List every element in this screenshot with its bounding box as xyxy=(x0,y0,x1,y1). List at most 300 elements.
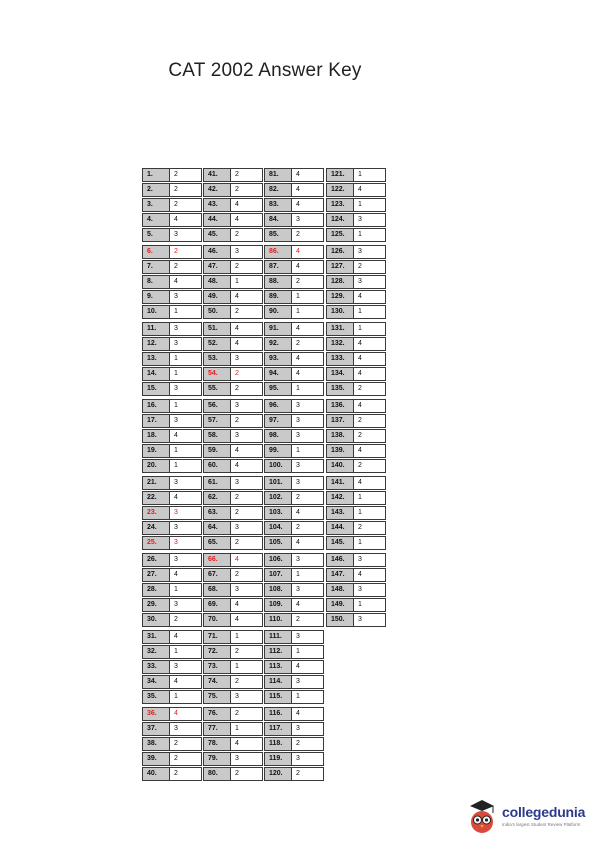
answer-value: 3 xyxy=(169,506,202,520)
answer-value: 1 xyxy=(353,536,386,550)
answer-row xyxy=(142,675,203,689)
answer-value: 2 xyxy=(230,491,263,505)
question-number: 126. xyxy=(326,245,354,259)
answer-row xyxy=(142,660,203,674)
question-number: 10. xyxy=(142,305,170,319)
question-number: 145. xyxy=(326,536,354,550)
answer-row xyxy=(264,690,325,704)
answer-value: 4 xyxy=(230,290,263,304)
answer-value: 4 xyxy=(169,568,202,582)
answer-value: 2 xyxy=(230,228,263,242)
answer-row xyxy=(203,337,264,351)
answer-row xyxy=(326,367,387,381)
answer-value: 4 xyxy=(291,707,324,721)
answer-row xyxy=(203,568,264,582)
answer-row xyxy=(264,675,325,689)
answer-row xyxy=(326,613,387,627)
answer-row xyxy=(326,260,387,274)
answer-row xyxy=(142,645,203,659)
question-number: 63. xyxy=(203,506,231,520)
answer-row xyxy=(264,429,325,443)
answer-row xyxy=(264,260,325,274)
answer-value: 2 xyxy=(291,491,324,505)
answer-value: 1 xyxy=(169,399,202,413)
answer-value: 3 xyxy=(291,476,324,490)
answer-row xyxy=(203,382,264,396)
answer-row xyxy=(264,660,325,674)
answer-value: 2 xyxy=(230,367,263,381)
answer-row xyxy=(203,352,264,366)
answer-value: 3 xyxy=(353,583,386,597)
question-number: 86. xyxy=(264,245,292,259)
answer-row xyxy=(203,553,264,567)
answer-row xyxy=(142,722,203,736)
answer-value: 2 xyxy=(169,183,202,197)
answer-value: 2 xyxy=(169,767,202,781)
question-number: 119. xyxy=(264,752,292,766)
answer-row xyxy=(203,168,264,182)
answer-row xyxy=(203,290,264,304)
answer-value: 4 xyxy=(230,322,263,336)
question-number: 70. xyxy=(203,613,231,627)
answer-value: 1 xyxy=(291,645,324,659)
question-number: 78. xyxy=(203,737,231,751)
question-number: 129. xyxy=(326,290,354,304)
question-number: 107. xyxy=(264,568,292,582)
answer-row xyxy=(326,183,387,197)
answer-row xyxy=(326,322,387,336)
answer-row xyxy=(203,645,264,659)
answer-row xyxy=(326,598,387,612)
question-number: 108. xyxy=(264,583,292,597)
answer-value: 3 xyxy=(230,583,263,597)
question-number: 88. xyxy=(264,275,292,289)
question-number: 90. xyxy=(264,305,292,319)
answer-value: 3 xyxy=(291,675,324,689)
answer-row xyxy=(203,536,264,550)
question-number: 35. xyxy=(142,690,170,704)
question-number: 133. xyxy=(326,352,354,366)
answer-value: 1 xyxy=(353,322,386,336)
question-number: 77. xyxy=(203,722,231,736)
question-number: 39. xyxy=(142,752,170,766)
question-number: 37. xyxy=(142,722,170,736)
answer-value: 4 xyxy=(291,506,324,520)
answer-row xyxy=(264,352,325,366)
answer-row xyxy=(264,645,325,659)
answer-value: 1 xyxy=(169,645,202,659)
answer-value: 4 xyxy=(353,290,386,304)
answer-value: 2 xyxy=(353,521,386,535)
question-number: 28. xyxy=(142,583,170,597)
answer-value: 2 xyxy=(291,275,324,289)
answer-value: 4 xyxy=(230,598,263,612)
answer-value: 4 xyxy=(169,491,202,505)
answer-row xyxy=(264,737,325,751)
answer-value: 2 xyxy=(291,521,324,535)
question-number: 138. xyxy=(326,429,354,443)
answer-value: 4 xyxy=(291,183,324,197)
answer-row xyxy=(203,767,264,781)
answer-value: 1 xyxy=(169,459,202,473)
answer-row xyxy=(203,675,264,689)
question-number: 95. xyxy=(264,382,292,396)
question-number: 49. xyxy=(203,290,231,304)
question-number: 31. xyxy=(142,630,170,644)
answer-value: 3 xyxy=(230,752,263,766)
question-number: 57. xyxy=(203,414,231,428)
question-number: 140. xyxy=(326,459,354,473)
answer-value: 2 xyxy=(169,198,202,212)
answer-row xyxy=(264,568,325,582)
answer-value: 3 xyxy=(291,553,324,567)
answer-row xyxy=(203,737,264,751)
answer-value: 4 xyxy=(353,444,386,458)
question-number: 75. xyxy=(203,690,231,704)
answer-row xyxy=(264,275,325,289)
answer-row xyxy=(326,382,387,396)
question-number: 143. xyxy=(326,506,354,520)
question-number: 25. xyxy=(142,536,170,550)
answer-value: 2 xyxy=(353,429,386,443)
question-number: 15. xyxy=(142,382,170,396)
answer-row xyxy=(264,228,325,242)
answer-row xyxy=(264,459,325,473)
question-number: 50. xyxy=(203,305,231,319)
answer-value: 4 xyxy=(353,337,386,351)
answer-row xyxy=(326,337,387,351)
graduate-owl-icon xyxy=(466,798,498,836)
answer-row xyxy=(203,228,264,242)
answer-row xyxy=(326,536,387,550)
answer-value: 1 xyxy=(291,305,324,319)
question-number: 59. xyxy=(203,444,231,458)
answer-row xyxy=(203,305,264,319)
answer-value: 4 xyxy=(169,213,202,227)
answer-value: 4 xyxy=(291,536,324,550)
answer-value: 1 xyxy=(169,690,202,704)
answer-value: 3 xyxy=(230,429,263,443)
answer-value: 3 xyxy=(353,245,386,259)
answer-row xyxy=(203,476,264,490)
answer-value: 2 xyxy=(353,260,386,274)
answer-row xyxy=(264,183,325,197)
question-number: 8. xyxy=(142,275,170,289)
answer-value: 3 xyxy=(230,476,263,490)
answer-row xyxy=(203,690,264,704)
answer-row xyxy=(264,414,325,428)
answer-row xyxy=(203,707,264,721)
answer-value: 3 xyxy=(291,630,324,644)
question-number: 38. xyxy=(142,737,170,751)
answer-row xyxy=(326,521,387,535)
question-number: 62. xyxy=(203,491,231,505)
answer-value: 4 xyxy=(291,322,324,336)
question-number: 106. xyxy=(264,553,292,567)
question-number: 18. xyxy=(142,429,170,443)
question-number: 23. xyxy=(142,506,170,520)
question-number: 29. xyxy=(142,598,170,612)
question-number: 44. xyxy=(203,213,231,227)
answer-row xyxy=(142,337,203,351)
answer-value: 3 xyxy=(291,414,324,428)
answer-value: 4 xyxy=(291,198,324,212)
answer-row xyxy=(326,275,387,289)
answer-value: 3 xyxy=(291,213,324,227)
answer-row xyxy=(264,476,325,490)
answer-value: 1 xyxy=(353,228,386,242)
answer-row xyxy=(264,245,325,259)
answer-value: 4 xyxy=(353,476,386,490)
answer-row xyxy=(326,444,387,458)
question-number: 102. xyxy=(264,491,292,505)
answer-row xyxy=(264,444,325,458)
question-number: 137. xyxy=(326,414,354,428)
answer-row xyxy=(142,444,203,458)
answer-row xyxy=(203,598,264,612)
answer-value: 4 xyxy=(353,367,386,381)
question-number: 72. xyxy=(203,645,231,659)
answer-row xyxy=(264,752,325,766)
answer-value: 3 xyxy=(291,722,324,736)
question-number: 109. xyxy=(264,598,292,612)
question-number: 58. xyxy=(203,429,231,443)
answer-row xyxy=(142,245,203,259)
answer-value: 2 xyxy=(230,536,263,550)
answer-row xyxy=(203,260,264,274)
answer-row xyxy=(142,429,203,443)
answer-value: 1 xyxy=(291,382,324,396)
answer-value: 3 xyxy=(169,414,202,428)
question-number: 85. xyxy=(264,228,292,242)
answer-value: 4 xyxy=(353,183,386,197)
answer-row xyxy=(264,382,325,396)
answer-row xyxy=(326,476,387,490)
answer-row xyxy=(326,459,387,473)
collegedunia-logo xyxy=(466,798,590,838)
question-number: 130. xyxy=(326,305,354,319)
question-number: 1. xyxy=(142,168,170,182)
answer-row xyxy=(142,752,203,766)
answer-value: 3 xyxy=(230,690,263,704)
answer-row xyxy=(326,583,387,597)
answer-value: 2 xyxy=(169,752,202,766)
question-number: 150. xyxy=(326,613,354,627)
answer-value: 4 xyxy=(353,568,386,582)
question-number: 13. xyxy=(142,352,170,366)
answer-row xyxy=(142,352,203,366)
answer-row xyxy=(326,506,387,520)
answer-row xyxy=(142,506,203,520)
answer-row xyxy=(264,630,325,644)
question-number: 101. xyxy=(264,476,292,490)
answer-value: 4 xyxy=(291,168,324,182)
answer-value: 1 xyxy=(353,491,386,505)
answer-row xyxy=(142,367,203,381)
question-number: 99. xyxy=(264,444,292,458)
question-number: 68. xyxy=(203,583,231,597)
question-number: 134. xyxy=(326,367,354,381)
answer-value: 3 xyxy=(353,213,386,227)
answer-row xyxy=(326,213,387,227)
answer-row xyxy=(203,275,264,289)
answer-row xyxy=(142,382,203,396)
question-number: 89. xyxy=(264,290,292,304)
question-number: 100. xyxy=(264,459,292,473)
answer-row xyxy=(203,613,264,627)
answer-row xyxy=(264,337,325,351)
question-number: 110. xyxy=(264,613,292,627)
answer-row xyxy=(142,553,203,567)
question-number: 123. xyxy=(326,198,354,212)
question-number: 111. xyxy=(264,630,292,644)
question-number: 105. xyxy=(264,536,292,550)
question-number: 92. xyxy=(264,337,292,351)
question-number: 48. xyxy=(203,275,231,289)
question-number: 83. xyxy=(264,198,292,212)
question-number: 114. xyxy=(264,675,292,689)
answer-row xyxy=(264,290,325,304)
question-number: 54. xyxy=(203,367,231,381)
answer-value: 4 xyxy=(169,630,202,644)
answer-row xyxy=(142,228,203,242)
question-number: 14. xyxy=(142,367,170,381)
answer-value: 2 xyxy=(230,767,263,781)
question-number: 136. xyxy=(326,399,354,413)
answer-row xyxy=(264,367,325,381)
question-number: 144. xyxy=(326,521,354,535)
question-number: 64. xyxy=(203,521,231,535)
question-number: 27. xyxy=(142,568,170,582)
question-number: 41. xyxy=(203,168,231,182)
question-number: 132. xyxy=(326,337,354,351)
answer-row xyxy=(203,399,264,413)
answer-value: 4 xyxy=(230,444,263,458)
answer-row xyxy=(326,491,387,505)
question-number: 61. xyxy=(203,476,231,490)
answer-row xyxy=(142,399,203,413)
answer-row xyxy=(264,198,325,212)
answer-row xyxy=(142,690,203,704)
question-number: 147. xyxy=(326,568,354,582)
answer-row xyxy=(203,429,264,443)
answer-row xyxy=(142,290,203,304)
answer-value: 1 xyxy=(169,305,202,319)
answer-row xyxy=(203,322,264,336)
question-number: 24. xyxy=(142,521,170,535)
answer-row xyxy=(326,352,387,366)
answer-value: 2 xyxy=(169,260,202,274)
answer-value: 3 xyxy=(169,660,202,674)
answer-value: 3 xyxy=(353,613,386,627)
answer-row xyxy=(142,275,203,289)
answer-row xyxy=(142,459,203,473)
question-number: 115. xyxy=(264,690,292,704)
answer-row xyxy=(326,290,387,304)
answer-value: 3 xyxy=(169,228,202,242)
question-number: 149. xyxy=(326,598,354,612)
answer-value: 1 xyxy=(291,690,324,704)
answer-row xyxy=(142,598,203,612)
question-number: 71. xyxy=(203,630,231,644)
answer-row xyxy=(203,367,264,381)
question-number: 124. xyxy=(326,213,354,227)
answer-row xyxy=(264,583,325,597)
answer-value: 2 xyxy=(353,382,386,396)
answer-value: 2 xyxy=(353,414,386,428)
answer-value: 4 xyxy=(291,245,324,259)
question-number: 56. xyxy=(203,399,231,413)
answer-value: 4 xyxy=(230,737,263,751)
question-number: 98. xyxy=(264,429,292,443)
answer-row xyxy=(203,506,264,520)
question-number: 103. xyxy=(264,506,292,520)
answer-value: 3 xyxy=(169,553,202,567)
logo-wordmark: collegedunia xyxy=(502,804,586,820)
answer-value: 2 xyxy=(169,168,202,182)
answer-value: 1 xyxy=(169,367,202,381)
answer-value: 4 xyxy=(291,660,324,674)
logo-tagline: India's largest Student Review Platform xyxy=(502,822,581,827)
answer-row xyxy=(142,322,203,336)
answer-value: 1 xyxy=(353,168,386,182)
answer-value: 2 xyxy=(230,568,263,582)
answer-row xyxy=(142,476,203,490)
question-number: 30. xyxy=(142,613,170,627)
answer-value: 3 xyxy=(169,722,202,736)
answer-row xyxy=(203,630,264,644)
answer-row xyxy=(264,305,325,319)
answer-row xyxy=(326,399,387,413)
answer-row xyxy=(264,491,325,505)
question-number: 16. xyxy=(142,399,170,413)
answer-row xyxy=(326,305,387,319)
question-number: 74. xyxy=(203,675,231,689)
question-number: 36. xyxy=(142,707,170,721)
question-number: 73. xyxy=(203,660,231,674)
answer-row xyxy=(264,213,325,227)
answer-value: 3 xyxy=(230,399,263,413)
answer-row xyxy=(203,752,264,766)
question-number: 17. xyxy=(142,414,170,428)
question-number: 104. xyxy=(264,521,292,535)
answer-row xyxy=(203,491,264,505)
answer-row xyxy=(264,553,325,567)
answer-value: 2 xyxy=(169,613,202,627)
answer-row xyxy=(203,583,264,597)
question-number: 53. xyxy=(203,352,231,366)
answer-value: 3 xyxy=(291,429,324,443)
answer-value: 3 xyxy=(169,322,202,336)
answer-row xyxy=(326,429,387,443)
question-number: 11. xyxy=(142,322,170,336)
answer-row xyxy=(142,198,203,212)
answer-value: 4 xyxy=(291,260,324,274)
answer-row xyxy=(264,536,325,550)
answer-value: 4 xyxy=(291,367,324,381)
answer-row xyxy=(142,568,203,582)
question-number: 60. xyxy=(203,459,231,473)
answer-value: 3 xyxy=(291,752,324,766)
answer-row xyxy=(142,613,203,627)
answer-row xyxy=(264,168,325,182)
answer-row xyxy=(142,183,203,197)
answer-row xyxy=(203,245,264,259)
answer-value: 1 xyxy=(169,444,202,458)
question-number: 81. xyxy=(264,168,292,182)
answer-value: 2 xyxy=(230,260,263,274)
answer-value: 4 xyxy=(230,459,263,473)
